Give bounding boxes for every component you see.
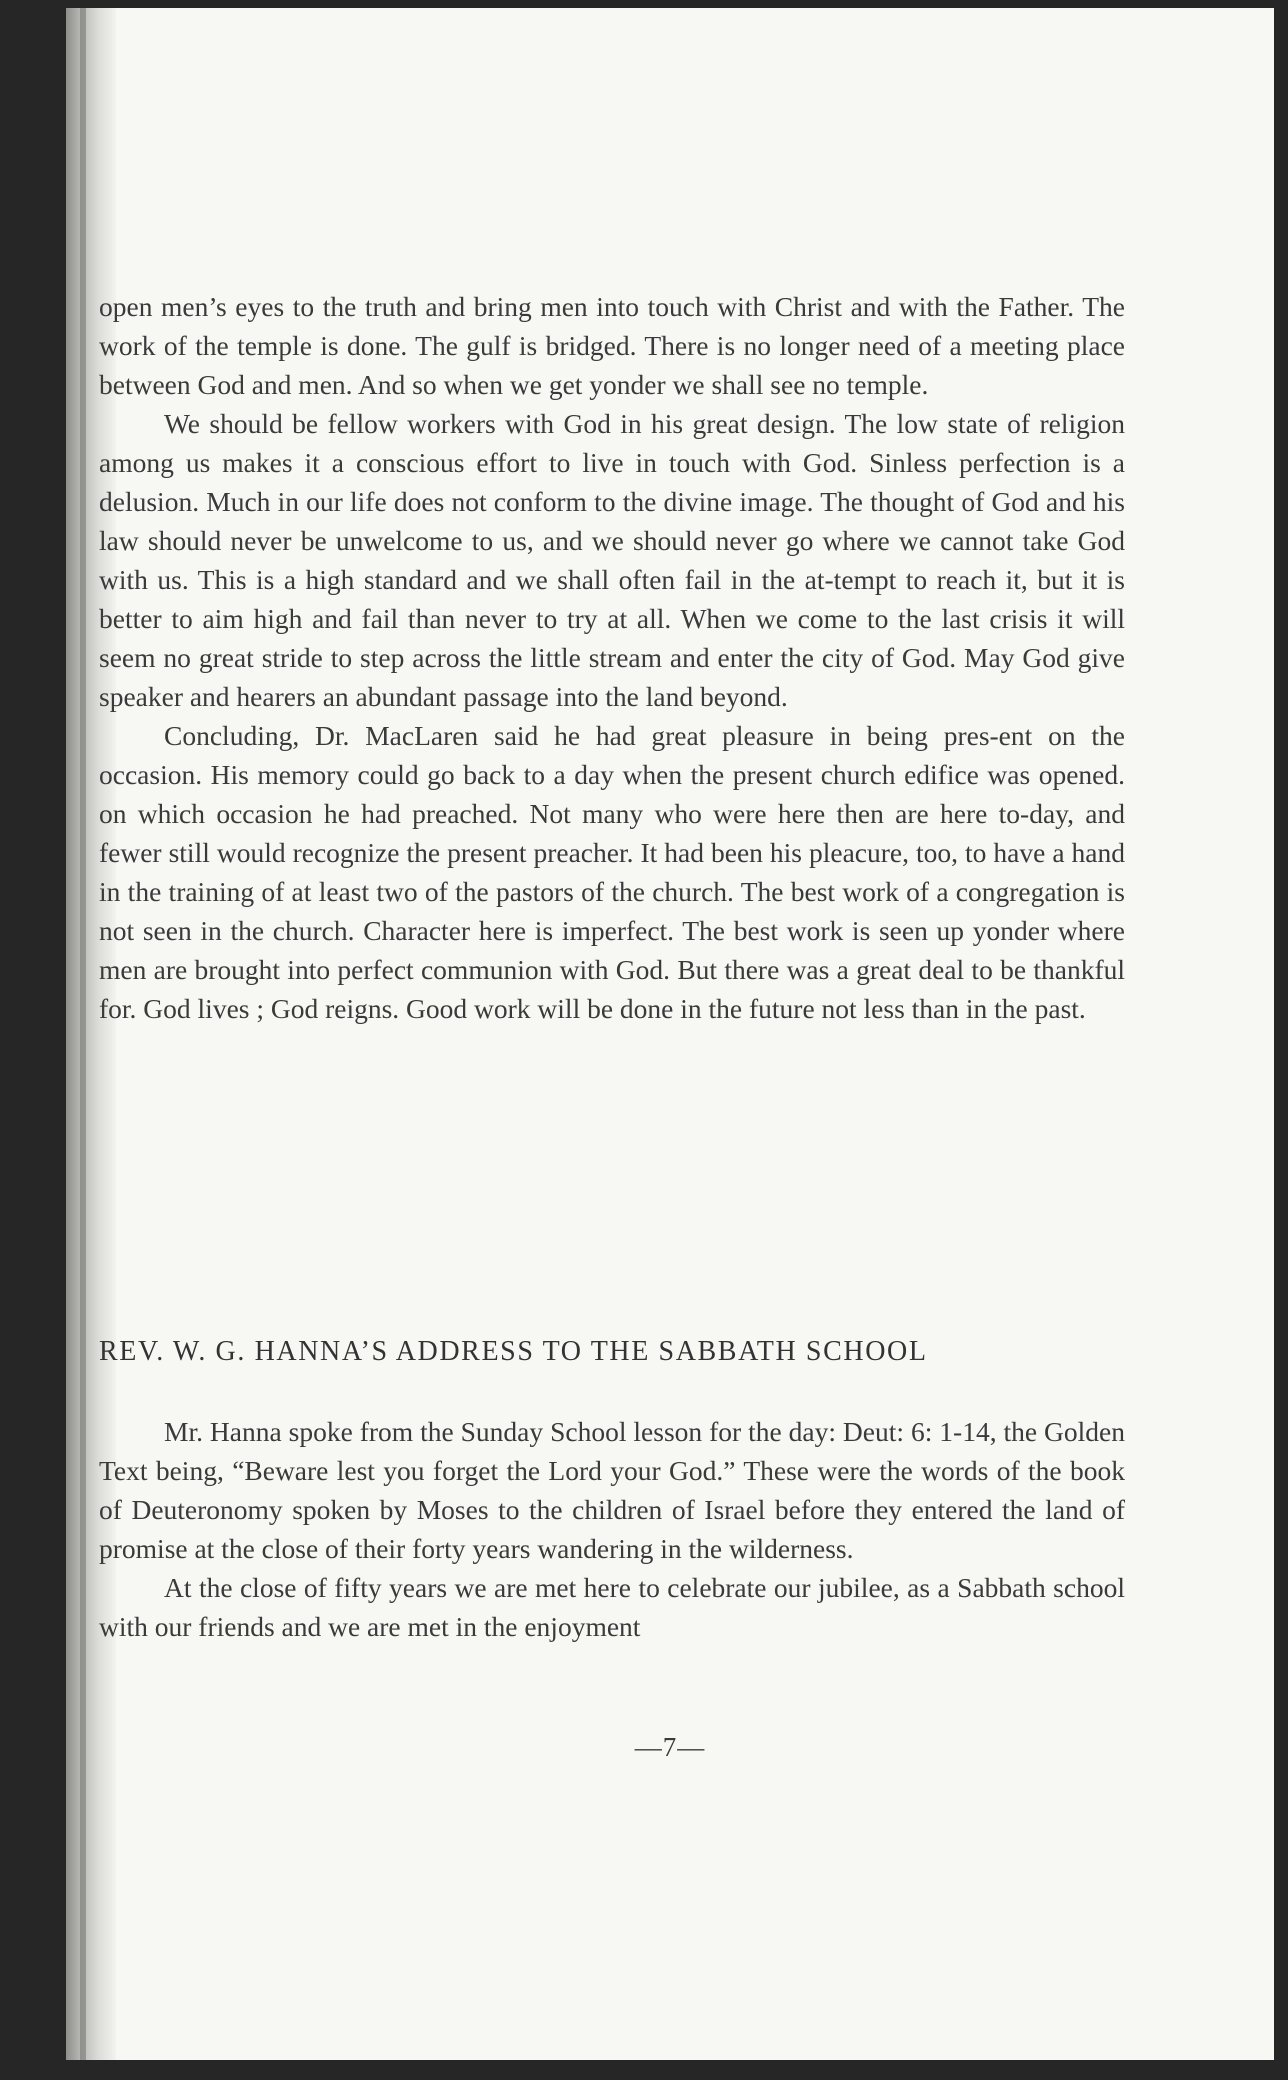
paragraph: Mr. Hanna spoke from the Sunday School lesson for the day: Deut: 6: 1-14, the Golden Text being, “Beware lest you forget the Lord your God.” These were the words of the book of Deuteronomy spoken by Moses to the children of Israel before they entered the land of promise at the close of their forty years wandering in the wilderness. bbox=[99, 1416, 1125, 1564]
paragraph: Concluding, Dr. MacLaren said he had great pleasure in being pres-ent on the occasion. His memory could go back to a day when the present church edifice was opened. on which occasion he had preached. Not many who were here then are here to-day, and fewer still would recognize the present preacher. It had been his pleacure, too, to have a hand in the training of at least two of the pastors of the church. The best work of a congregation is not seen in the church. Character here is imperfect. The best work is seen up yonder where men are brought into perfect communion with God. But there was a great deal to be thankful for. God lives ; God reigns. Good work will be done in the future not less than in the past. bbox=[99, 720, 1125, 1024]
page-number: —7— bbox=[634, 1732, 706, 1762]
folio-area bbox=[66, 8, 1274, 2060]
paragraph: open men’s eyes to the truth and bring men into touch with Christ and with the Father. The work of the temple is done. The gulf is bridged. There is no longer need of a meeting place between God and men. And so when we get yonder we shall see no temple. bbox=[99, 291, 1125, 400]
paragraph: At the close of fifty years we are met here to celebrate our jubilee, as a Sabbath school with our friends and we are met in the enjoyment bbox=[99, 1572, 1125, 1642]
paragraph: We should be fellow workers with God in his great design. The low state of religion among us makes it a conscious effort to live in touch with God. Sinless perfection is a delusion. Much in our life does not conform to the divine image. The thought of God and his law should never be unwelcome to us, and we should never go where we cannot take God with us. This is a high standard and we shall often fail in the at-tempt to reach it, but it is better to aim high and fail than never to try at all. When we come to the last crisis it will seem no great stride to step across the little stream and enter the city of God. May God give speaker and hearers an abundant passage into the land beyond. bbox=[99, 408, 1125, 712]
section-heading: REV. W. G. HANNA’S ADDRESS TO THE SABBATH SCHOOL bbox=[99, 1336, 928, 1367]
